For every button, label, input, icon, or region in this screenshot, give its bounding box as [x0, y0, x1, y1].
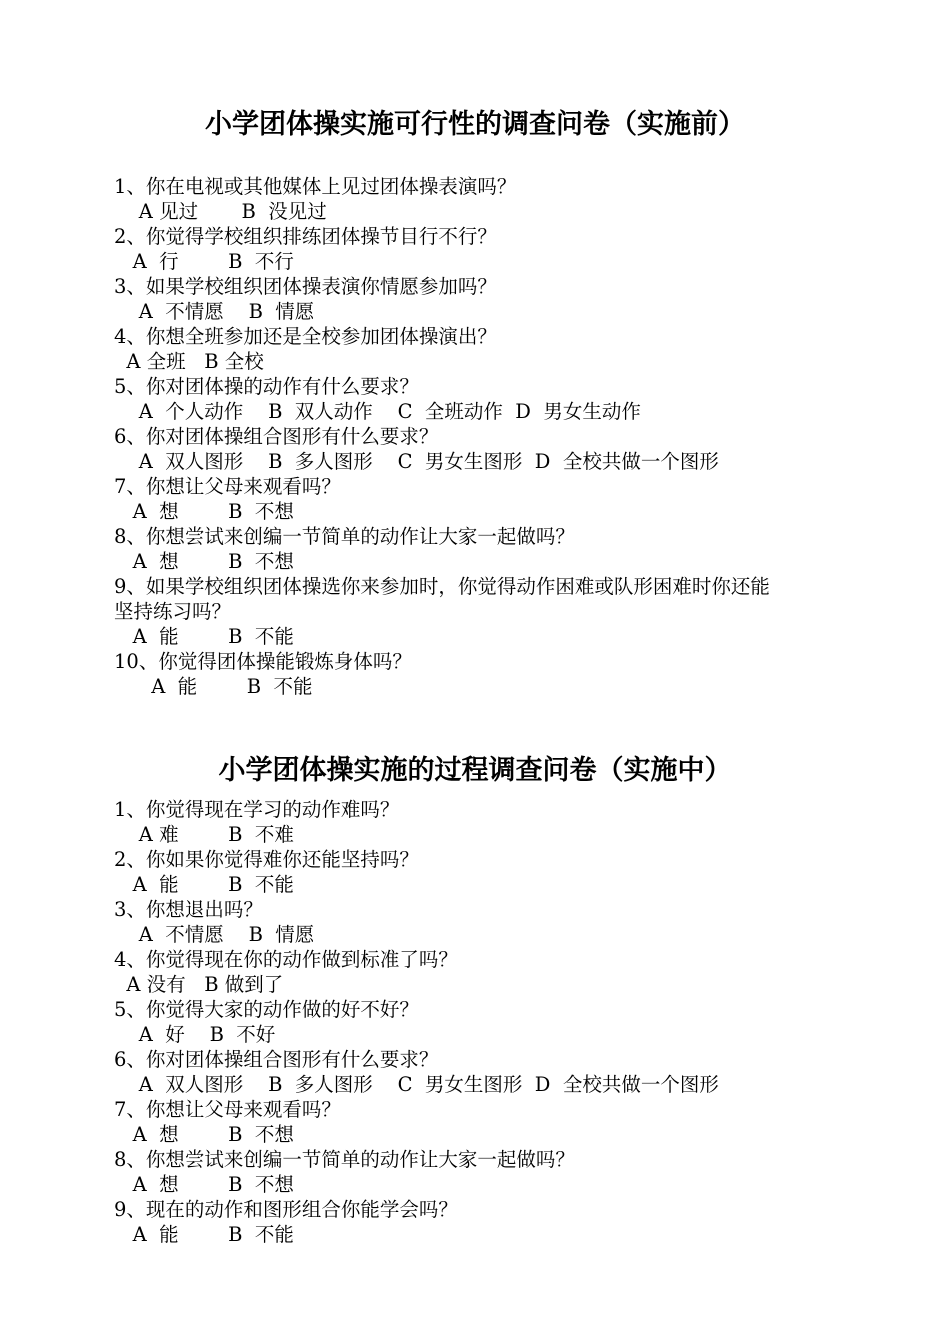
survey1-question-8: 8、你想尝试来创编一节简单的动作让大家一起做吗？	[114, 525, 575, 548]
survey1-question-3: 3、如果学校组织团体操表演你情愿参加吗？	[114, 275, 497, 298]
survey2-question-8: 8、你想尝试来创编一节简单的动作让大家一起做吗？	[114, 1148, 575, 1171]
survey1-options-9: A 能 B 不能	[114, 625, 294, 648]
survey2-options-5: A 好 B 不好	[114, 1023, 276, 1046]
survey1-options-10: A 能 B 不能	[114, 675, 313, 698]
survey2-options-6: A 双人图形 B 多人图形 C 男女生图形 D 全校共做一个图形	[114, 1073, 719, 1096]
survey1-options-6: A 双人图形 B 多人图形 C 男女生图形 D 全校共做一个图形	[114, 450, 719, 473]
survey2-question-4: 4、你觉得现在你的动作做到标准了吗？	[114, 948, 458, 971]
survey1-question-4: 4、你想全班参加还是全校参加团体操演出？	[114, 325, 497, 348]
survey2-question-3: 3、你想退出吗？	[114, 898, 263, 921]
survey1-question-2: 2、你觉得学校组织排练团体操节目行不行？	[114, 225, 497, 248]
survey2-options-9: A 能 B 不能	[114, 1223, 294, 1246]
survey2-options-1: A 难 B 不难	[114, 823, 294, 846]
survey2-options-2: A 能 B 不能	[114, 873, 294, 896]
survey2-question-2: 2、你如果你觉得难你还能坚持吗？	[114, 848, 419, 871]
survey1-title: 小学团体操实施可行性的调查问卷（实施前）	[205, 109, 745, 140]
survey2-options-3: A 不情愿 B 情愿	[114, 923, 315, 946]
survey1-options-7: A 想 B 不想	[114, 500, 294, 523]
survey2-options-7: A 想 B 不想	[114, 1123, 294, 1146]
survey1-question-9: 9、如果学校组织团体操选你来参加时，你觉得动作困难或队形困难时你还能	[114, 575, 770, 598]
survey2-question-7: 7、你想让父母来观看吗？	[114, 1098, 341, 1121]
survey1-question-10: 10、你觉得团体操能锻炼身体吗？	[114, 650, 412, 673]
survey1-question-5: 5、你对团体操的动作有什么要求？	[114, 375, 419, 398]
survey1-question-7: 7、你想让父母来观看吗？	[114, 475, 341, 498]
survey1-question-1: 1、你在电视或其他媒体上见过团体操表演吗？	[114, 175, 517, 198]
survey1-options-5: A 个人动作 B 双人动作 C 全班动作 D 男女生动作	[114, 400, 641, 423]
survey1-options-8: A 想 B 不想	[114, 550, 294, 573]
survey1-options-1: A 见过 B 没见过	[114, 200, 327, 223]
survey1-options-2: A 行 B 不行	[114, 250, 294, 273]
survey2-question-9: 9、现在的动作和图形组合你能学会吗？	[114, 1198, 458, 1221]
survey2-question-1: 1、你觉得现在学习的动作难吗？	[114, 798, 400, 821]
survey2-options-4: A 没有 B 做到了	[114, 973, 284, 996]
survey2-question-6: 6、你对团体操组合图形有什么要求？	[114, 1048, 439, 1071]
survey2-question-5: 5、你觉得大家的动作做的好不好？	[114, 998, 419, 1021]
survey1-options-4: A 全班 B 全校	[114, 350, 264, 373]
survey2-options-8: A 想 B 不想	[114, 1173, 294, 1196]
survey1-question-6: 6、你对团体操组合图形有什么要求？	[114, 425, 439, 448]
survey1-options-3: A 不情愿 B 情愿	[114, 300, 315, 323]
survey2-title: 小学团体操实施的过程调查问卷（实施中）	[218, 755, 732, 786]
survey1-question-9-continued: 坚持练习吗？	[114, 600, 232, 623]
